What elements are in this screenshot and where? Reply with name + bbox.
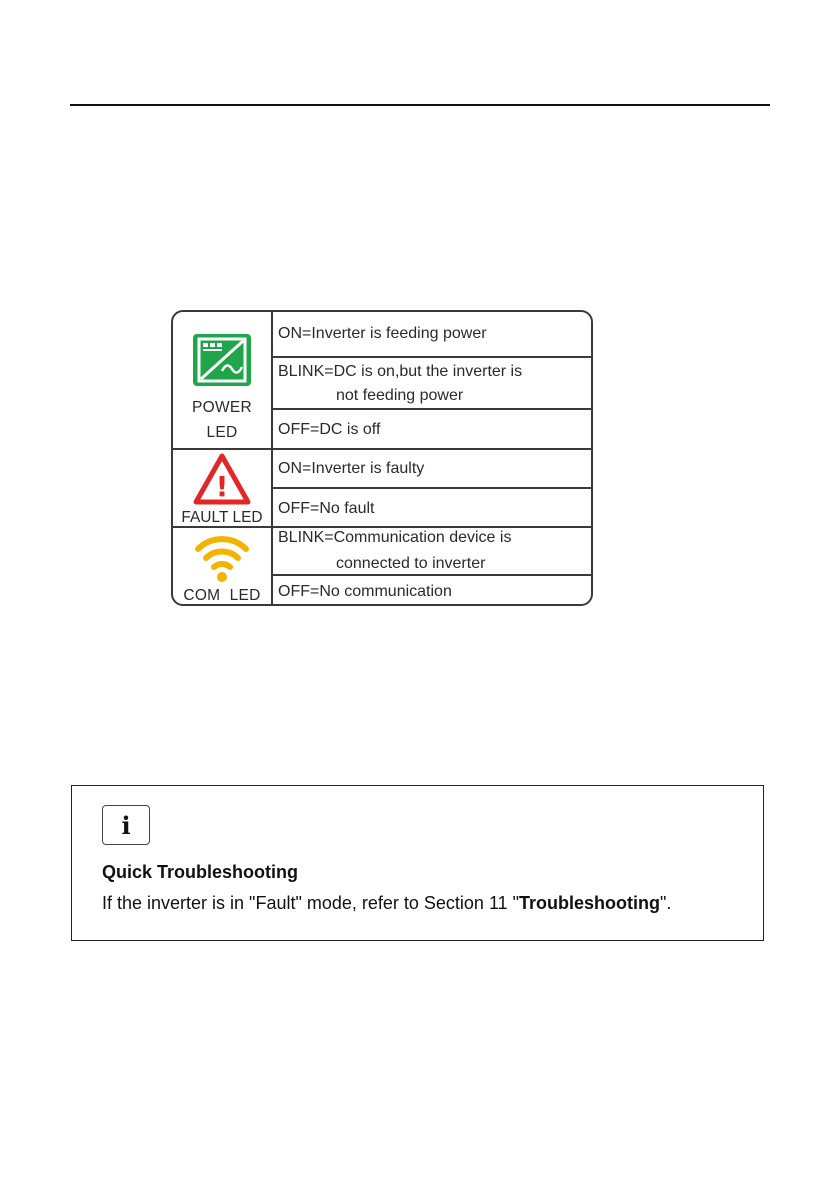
power-led-label: POWER [191, 399, 253, 416]
led-indicator-label [171, 310, 593, 606]
row-divider [271, 356, 591, 358]
troubleshooting-reference: Troubleshooting [519, 893, 661, 913]
info-body-prefix: If the inverter is in "Fault" mode, refer to Section 11 " [102, 893, 520, 913]
power-inverter-icon [192, 333, 252, 387]
fault-off-state: OFF=No fault [278, 500, 375, 517]
info-notice-box [71, 785, 764, 941]
row-divider [271, 408, 591, 410]
com-led-label: COM LED [183, 587, 261, 604]
info-icon: i [102, 805, 150, 845]
fault-led-label: FAULT LED [181, 509, 263, 526]
com-blink-state: BLINK=Communication device is [278, 529, 512, 546]
header-rule [70, 104, 770, 106]
com-off-state: OFF=No communication [278, 583, 452, 600]
fault-warning-icon [193, 453, 251, 505]
power-off-state: OFF=DC is off [278, 421, 381, 438]
section-divider [173, 448, 591, 450]
com-wifi-icon [194, 533, 250, 583]
svg-text:!: ! [215, 470, 229, 503]
power-blink-state-line2: not feeding power [336, 387, 464, 404]
fault-on-state: ON=Inverter is faulty [278, 460, 425, 477]
power-on-state: ON=Inverter is feeding power [278, 325, 487, 342]
power-blink-state: BLINK=DC is on,but the inverter is [278, 363, 523, 380]
info-body-suffix: ". [660, 893, 672, 913]
com-blink-state-line2: connected to inverter [336, 555, 486, 572]
info-body [102, 893, 671, 914]
power-led-label-line2: LED [206, 424, 238, 441]
row-divider [271, 487, 591, 489]
info-title: Quick Troubleshooting [102, 862, 299, 882]
